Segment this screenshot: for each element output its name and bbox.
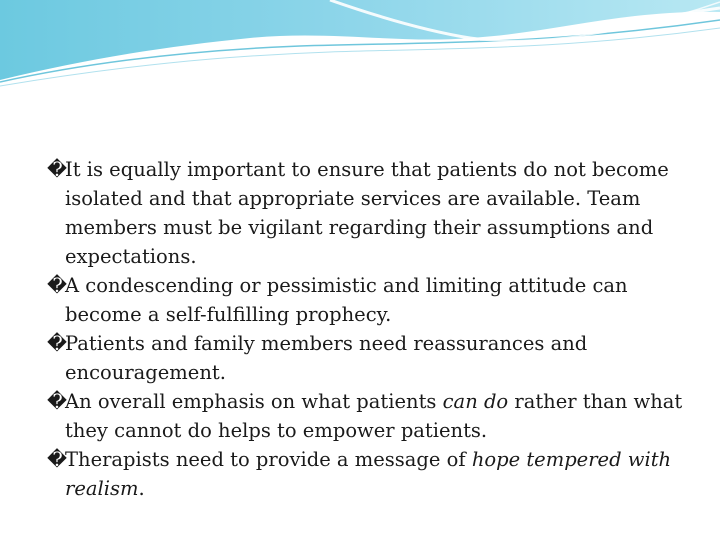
- bullet-text-italic: can do: [442, 390, 509, 413]
- bullet-item: [47, 445, 707, 503]
- bullet-item: [47, 329, 707, 387]
- bullet-item: [47, 155, 707, 271]
- bullet-list: [47, 155, 707, 503]
- bullet-text: It is equally important to ensure that patients do not become isolated and that appropriate services are available. Team members must be vigilant regarding their assumptions and expectations.: [65, 158, 669, 268]
- bullet-marker: �: [47, 448, 67, 471]
- header-wave-decoration: [0, 0, 720, 90]
- bullet-text-italic: hope tempered with realism: [65, 448, 672, 500]
- bullet-marker: �: [47, 158, 67, 181]
- bullet-text: An overall emphasis on what patients: [65, 390, 443, 413]
- bullet-text: A condescending or pessimistic and limiting attitude can become a self-fulfilling prophecy.: [65, 274, 628, 326]
- bullet-text: Patients and family members need reassurances and encouragement.: [65, 332, 588, 384]
- bullet-marker: �: [47, 390, 67, 413]
- bullet-marker: �: [47, 332, 67, 355]
- bullet-text: .: [138, 477, 145, 500]
- bullet-marker: �: [47, 274, 67, 297]
- bullet-text: rather than what they cannot do helps to empower patients.: [65, 390, 683, 442]
- bullet-item: [47, 271, 707, 329]
- bullet-item: [47, 387, 707, 445]
- bullet-text: Therapists need to provide a message of: [65, 448, 472, 471]
